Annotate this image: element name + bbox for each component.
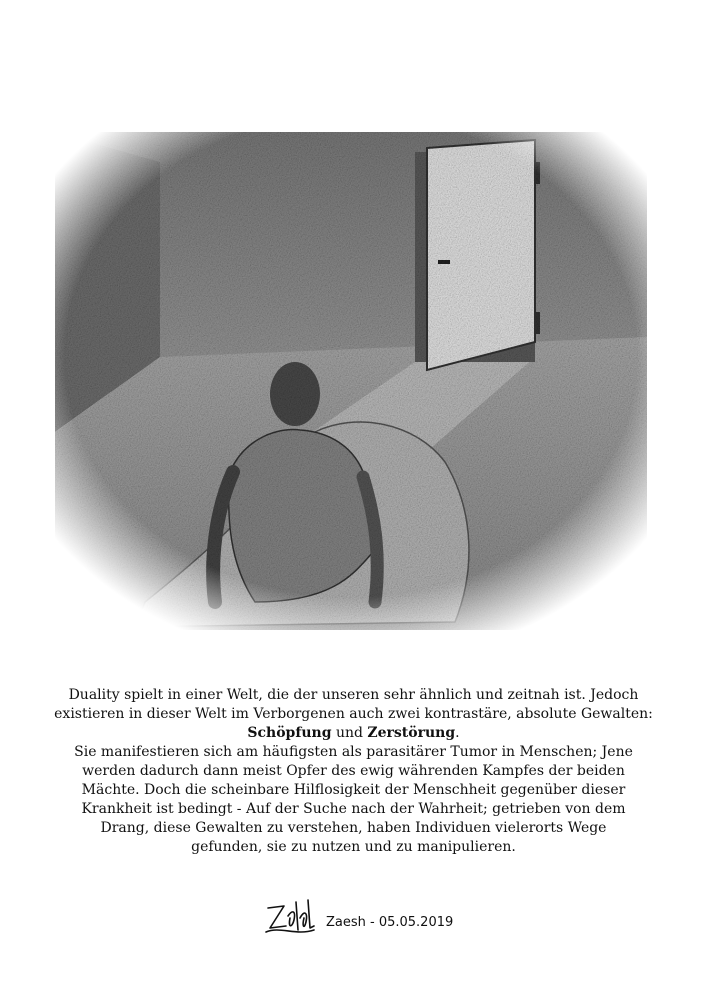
signature-block xyxy=(262,896,462,946)
room-illustration xyxy=(55,132,647,630)
term-creation: Schöpfung xyxy=(247,725,332,741)
vignette xyxy=(55,132,647,630)
handwritten-signature xyxy=(262,896,318,942)
intro-line-9: gefunden, sie zu nutzen und zu manipulieren. xyxy=(191,839,516,855)
term-conjunction: und xyxy=(335,725,363,741)
intro-line-8: Drang, diese Gewalten zu verstehen, haben Individuen vielerorts Wege xyxy=(100,820,607,836)
intro-line-5: werden dadurch dann meist Opfer des ewig währenden Kampfes der beiden xyxy=(82,763,625,779)
term-destruction: Zerstörung xyxy=(367,725,456,741)
term-period: . xyxy=(455,725,460,741)
intro-paragraph xyxy=(30,686,677,857)
intro-line-7: Krankheit ist bedingt - Auf der Suche nach der Wahrheit; getrieben von dem xyxy=(81,801,626,817)
intro-line-4: Sie manifestieren sich am häufigsten als parasitärer Tumor in Menschen; Jene xyxy=(74,744,633,760)
intro-line-6: Mächte. Doch die scheinbare Hilflosigkeit der Menschheit gegenüber dieser xyxy=(81,782,626,798)
intro-line-2: existieren in dieser Welt im Verborgenen auch zwei kontrastäre, absolute Gewalten: xyxy=(54,706,653,722)
intro-line-1: Duality spielt in einer Welt, die der unseren sehr ähnlich und zeitnah ist. Jedoch xyxy=(68,687,639,703)
signature-credit: Zaesh - 05.05.2019 xyxy=(326,915,454,930)
